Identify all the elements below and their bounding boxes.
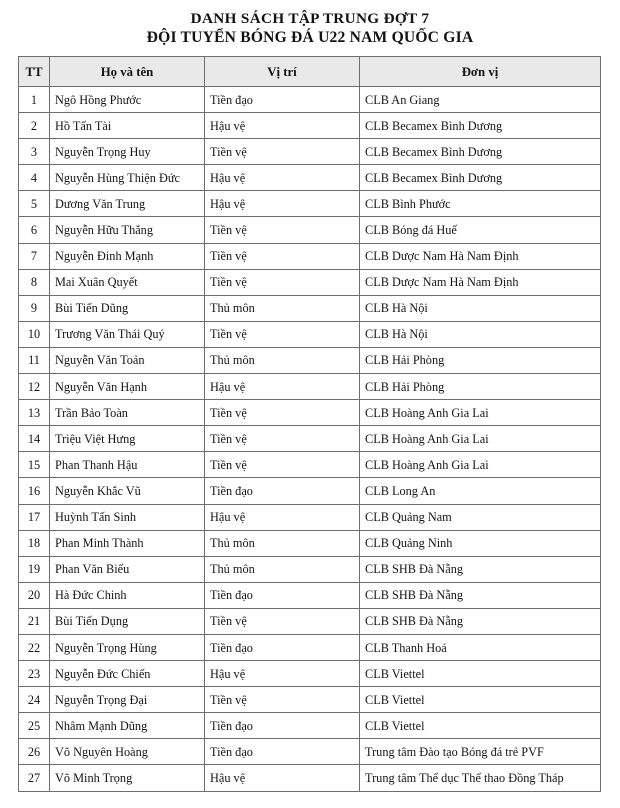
row-index: 26	[19, 739, 50, 765]
row-unit: CLB Hoàng Anh Gia Lai	[360, 400, 601, 426]
row-position: Hậu vệ	[205, 765, 360, 791]
row-position: Hậu vệ	[205, 165, 360, 191]
row-unit: CLB Becamex Bình Dương	[360, 113, 601, 139]
row-name: Nhâm Mạnh Dũng	[50, 713, 205, 739]
row-unit: CLB Dược Nam Hà Nam Định	[360, 243, 601, 269]
row-index: 20	[19, 582, 50, 608]
table-row	[19, 530, 601, 556]
row-position: Hậu vệ	[205, 661, 360, 687]
row-index: 27	[19, 765, 50, 791]
row-name: Phan Minh Thành	[50, 530, 205, 556]
table-row	[19, 634, 601, 660]
row-position: Tiền đạo	[205, 739, 360, 765]
row-index: 22	[19, 634, 50, 660]
row-unit: CLB Dược Nam Hà Nam Định	[360, 269, 601, 295]
table-row	[19, 374, 601, 400]
row-position: Hậu vệ	[205, 191, 360, 217]
row-name: Nguyễn Văn Toản	[50, 347, 205, 373]
row-position: Tiền vệ	[205, 217, 360, 243]
table-row	[19, 269, 601, 295]
table-body	[19, 87, 601, 792]
row-position: Tiền vệ	[205, 452, 360, 478]
row-unit: CLB Hoàng Anh Gia Lai	[360, 452, 601, 478]
row-index: 11	[19, 347, 50, 373]
row-unit: CLB SHB Đà Nẵng	[360, 556, 601, 582]
row-position: Thủ môn	[205, 347, 360, 373]
table-row	[19, 243, 601, 269]
row-unit: CLB Viettel	[360, 713, 601, 739]
row-name: Trần Bảo Toàn	[50, 400, 205, 426]
row-name: Hà Đức Chinh	[50, 582, 205, 608]
row-position: Tiền vệ	[205, 687, 360, 713]
row-unit: CLB Becamex Bình Dương	[360, 165, 601, 191]
row-unit: CLB SHB Đà Nẵng	[360, 608, 601, 634]
row-unit: CLB SHB Đà Nẵng	[360, 582, 601, 608]
row-name: Bùi Tiến Dụng	[50, 608, 205, 634]
row-position: Tiền đạo	[205, 582, 360, 608]
row-position: Tiền đạo	[205, 713, 360, 739]
row-name: Võ Minh Trọng	[50, 765, 205, 791]
row-index: 8	[19, 269, 50, 295]
row-index: 12	[19, 374, 50, 400]
column-header-position: Vị trí	[205, 57, 360, 87]
table-row	[19, 139, 601, 165]
row-name: Võ Nguyên Hoàng	[50, 739, 205, 765]
row-unit: Trung tâm Thể dục Thể thao Đồng Tháp	[360, 765, 601, 791]
row-index: 23	[19, 661, 50, 687]
table-row	[19, 661, 601, 687]
row-unit: CLB Quảng Nam	[360, 504, 601, 530]
row-unit: Trung tâm Đào tạo Bóng đá trẻ PVF	[360, 739, 601, 765]
table-row	[19, 87, 601, 113]
row-index: 1	[19, 87, 50, 113]
row-name: Hồ Tấn Tài	[50, 113, 205, 139]
row-unit: CLB Bóng đá Huế	[360, 217, 601, 243]
table-row	[19, 191, 601, 217]
row-index: 16	[19, 478, 50, 504]
row-unit: CLB Quảng Ninh	[360, 530, 601, 556]
row-name: Triệu Việt Hưng	[50, 426, 205, 452]
table-row	[19, 739, 601, 765]
table-row	[19, 713, 601, 739]
table-row	[19, 295, 601, 321]
roster-table-container	[18, 56, 600, 792]
row-position: Tiền đạo	[205, 87, 360, 113]
title-line-primary: DANH SÁCH TẬP TRUNG ĐỢT 7	[190, 10, 430, 27]
row-position: Tiền vệ	[205, 608, 360, 634]
row-name: Nguyễn Khắc Vũ	[50, 478, 205, 504]
row-unit: CLB Thanh Hoá	[360, 634, 601, 660]
row-unit: CLB Hải Phòng	[360, 347, 601, 373]
row-name: Nguyễn Hữu Thắng	[50, 217, 205, 243]
row-index: 18	[19, 530, 50, 556]
row-name: Nguyễn Đinh Mạnh	[50, 243, 205, 269]
table-row	[19, 452, 601, 478]
row-position: Tiền vệ	[205, 139, 360, 165]
table-header	[19, 57, 601, 87]
row-name: Trương Văn Thái Quý	[50, 321, 205, 347]
row-name: Phan Thanh Hậu	[50, 452, 205, 478]
table-row	[19, 347, 601, 373]
row-position: Thủ môn	[205, 556, 360, 582]
row-index: 10	[19, 321, 50, 347]
row-unit: CLB Hà Nội	[360, 295, 601, 321]
table-row	[19, 400, 601, 426]
row-index: 25	[19, 713, 50, 739]
table-row	[19, 478, 601, 504]
row-position: Tiền vệ	[205, 321, 360, 347]
title-line-secondary: ĐỘI TUYỂN BÓNG ĐÁ U22 NAM QUỐC GIA	[146, 29, 474, 46]
row-unit: CLB Hà Nội	[360, 321, 601, 347]
row-index: 5	[19, 191, 50, 217]
row-index: 13	[19, 400, 50, 426]
row-name: Nguyễn Trọng Đại	[50, 687, 205, 713]
table-row	[19, 426, 601, 452]
row-position: Tiền vệ	[205, 269, 360, 295]
row-unit: CLB Viettel	[360, 687, 601, 713]
table-row	[19, 582, 601, 608]
row-position: Hậu vệ	[205, 113, 360, 139]
table-row	[19, 165, 601, 191]
row-name: Huỳnh Tấn Sinh	[50, 504, 205, 530]
table-header-row	[19, 57, 601, 87]
roster-table	[18, 56, 601, 792]
row-position: Tiền vệ	[205, 243, 360, 269]
column-header-unit: Đơn vị	[360, 57, 601, 87]
row-unit: CLB Bình Phước	[360, 191, 601, 217]
row-name: Phan Văn Biểu	[50, 556, 205, 582]
row-name: Nguyễn Hùng Thiện Đức	[50, 165, 205, 191]
row-name: Bùi Tiến Dũng	[50, 295, 205, 321]
row-index: 14	[19, 426, 50, 452]
row-position: Hậu vệ	[205, 374, 360, 400]
table-row	[19, 113, 601, 139]
table-row	[19, 321, 601, 347]
document-title	[0, 0, 620, 47]
row-position: Tiền vệ	[205, 400, 360, 426]
row-index: 6	[19, 217, 50, 243]
row-name: Nguyễn Trọng Huy	[50, 139, 205, 165]
row-unit: CLB Hải Phòng	[360, 374, 601, 400]
row-position: Tiền vệ	[205, 426, 360, 452]
row-index: 7	[19, 243, 50, 269]
column-header-tt: TT	[19, 57, 50, 87]
row-index: 2	[19, 113, 50, 139]
row-index: 9	[19, 295, 50, 321]
row-unit: CLB Long An	[360, 478, 601, 504]
row-name: Dương Văn Trung	[50, 191, 205, 217]
row-unit: CLB Hoàng Anh Gia Lai	[360, 426, 601, 452]
row-index: 19	[19, 556, 50, 582]
row-position: Tiền đạo	[205, 478, 360, 504]
row-name: Nguyễn Trọng Hùng	[50, 634, 205, 660]
row-position: Thủ môn	[205, 530, 360, 556]
table-row	[19, 608, 601, 634]
row-index: 15	[19, 452, 50, 478]
row-index: 3	[19, 139, 50, 165]
row-unit: CLB Viettel	[360, 661, 601, 687]
table-row	[19, 556, 601, 582]
row-unit: CLB An Giang	[360, 87, 601, 113]
row-name: Nguyễn Văn Hạnh	[50, 374, 205, 400]
row-position: Thủ môn	[205, 295, 360, 321]
row-index: 4	[19, 165, 50, 191]
table-row	[19, 765, 601, 791]
row-index: 17	[19, 504, 50, 530]
table-row	[19, 217, 601, 243]
table-row	[19, 504, 601, 530]
table-row	[19, 687, 601, 713]
row-unit: CLB Becamex Bình Dương	[360, 139, 601, 165]
row-index: 24	[19, 687, 50, 713]
row-name: Ngô Hồng Phước	[50, 87, 205, 113]
column-header-name: Họ và tên	[50, 57, 205, 87]
row-position: Tiền đạo	[205, 634, 360, 660]
row-name: Nguyễn Đức Chiến	[50, 661, 205, 687]
row-name: Mai Xuân Quyết	[50, 269, 205, 295]
row-position: Hậu vệ	[205, 504, 360, 530]
row-index: 21	[19, 608, 50, 634]
